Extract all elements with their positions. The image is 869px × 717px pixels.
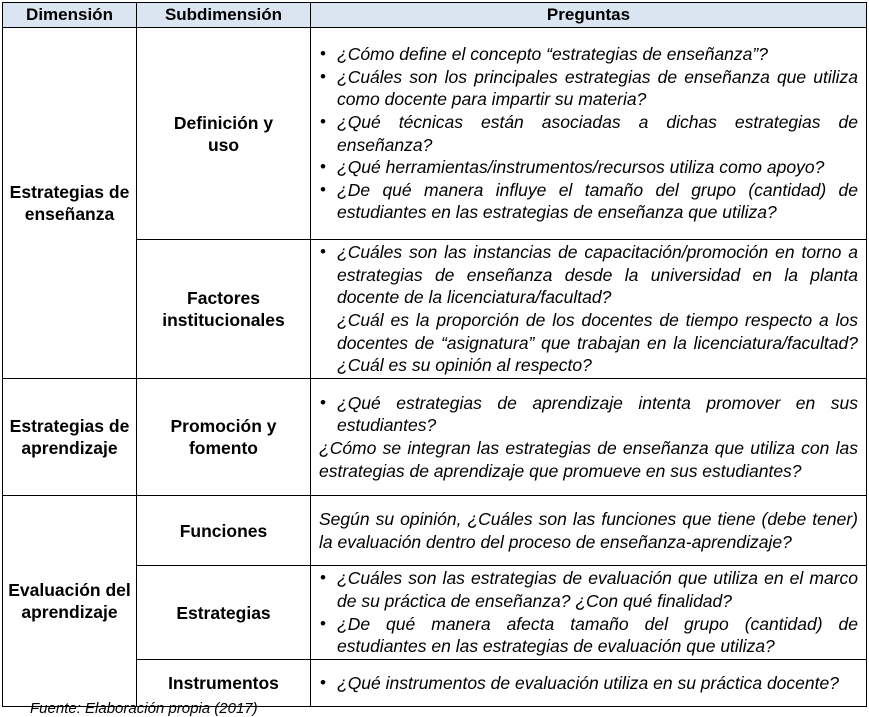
dimension-cell: Estrategias de enseñanza (3, 28, 137, 379)
table-row (3, 496, 867, 566)
subdimension-cell: Instrumentos (137, 660, 311, 707)
question-item: • ¿Qué técnicas están asociadas a dichas estrategias de enseñanza? (319, 111, 858, 156)
header-subdimension: Subdimensión (137, 3, 311, 28)
question-item: ¿Cómo se integran las estrategias de enseñanza que utiliza con las estrategias de aprendizaje que promueve en sus estudiantes? (319, 438, 858, 481)
header-questions: Preguntas (311, 3, 867, 28)
subdimension-cell: Definición y uso (137, 28, 311, 240)
subdimension-cell: Factores institucionales (137, 240, 311, 379)
question-item: ¿Cuál es la proporción de los docentes de tiempo respecto a los docentes de “asignatura” que trabajan en la licenciatura/facultad? ¿Cuál es su opinión al respecto? (337, 310, 858, 376)
questions-cell (311, 496, 867, 566)
question-item: • ¿Cuáles son los principales estrategias de enseñanza que utiliza como docente para impartir su materia? (319, 66, 858, 111)
questions-table (2, 2, 867, 707)
header-dimension: Dimensión (3, 3, 137, 28)
subdimension-cell: Estrategias (137, 566, 311, 660)
questions-cell (311, 660, 867, 707)
question-item: • ¿Cómo define el concepto “estrategias de enseñanza”? (319, 43, 858, 66)
dimension-cell: Estrategias de aprendizaje (3, 379, 137, 496)
questions-cell (311, 28, 867, 240)
subdimension-cell: Promoción y fomento (137, 379, 311, 496)
question-item: Según su opinión, ¿Cuáles son las funciones que tiene (debe tener) la evaluación dentro del proceso de enseñanza-aprendizaje? (319, 508, 858, 552)
question-item: • ¿Qué estrategias de aprendizaje intenta promover en sus estudiantes? (319, 392, 858, 437)
question-item: • ¿Cuáles son las estrategias de evaluación que utiliza en el marco de su práctica de enseñanza? ¿Con qué finalidad? (319, 567, 858, 612)
table-header-row (3, 3, 867, 28)
questions-cell (311, 379, 867, 496)
subdimension-cell: Funciones (137, 496, 311, 566)
questions-cell (311, 240, 867, 379)
question-item: • ¿Cuáles son las instancias de capacitación/promoción en torno a estrategias de enseñanza desde la universidad en la planta docente de la licenciatura/facultad? (319, 241, 858, 309)
table-row (3, 28, 867, 240)
question-item: • ¿De qué manera influye el tamaño del grupo (cantidad) de estudiantes en las estrategias de enseñanza que utiliza? (319, 179, 858, 224)
question-item: • ¿Qué instrumentos de evaluación utiliza en su práctica docente? (319, 672, 858, 695)
table-row (3, 379, 867, 496)
dimension-cell: Evaluación del aprendizaje (3, 496, 137, 707)
source-footnote: Fuente: Elaboración propia (2017) (30, 700, 258, 717)
question-item: • ¿De qué manera afecta tamaño del grupo (cantidad) de estudiantes en las estrategias de evaluación que utiliza? (319, 613, 858, 658)
question-item: • ¿Qué herramientas/instrumentos/recursos utiliza como apoyo? (319, 156, 858, 179)
questions-cell (311, 566, 867, 660)
